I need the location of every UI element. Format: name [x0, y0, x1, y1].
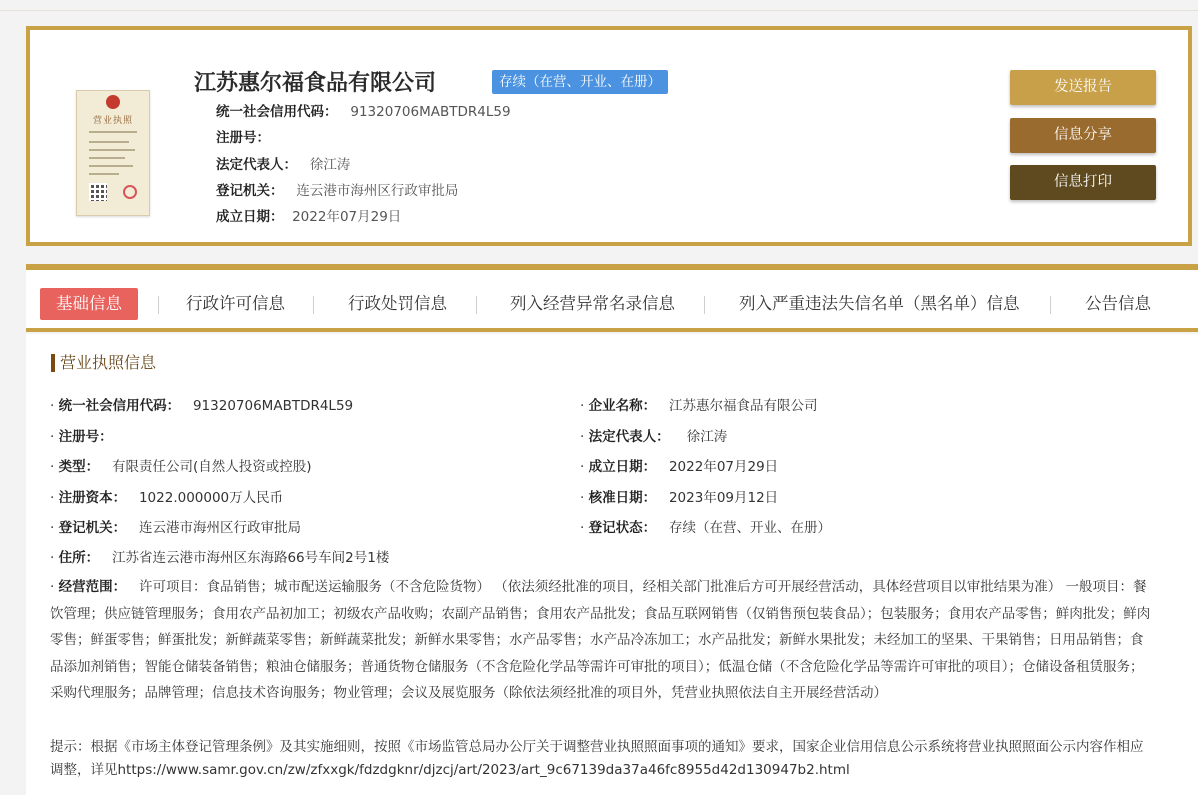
tab-admin-penalty[interactable]: 行政处罚信息: [348, 294, 447, 313]
field-type: · 类型： 有限责任公司(自然人投资或控股): [50, 459, 312, 475]
field-credit-code: · 统一社会信用代码： 91320706MABTDR4L59: [50, 398, 354, 414]
tab-admin-license[interactable]: 行政许可信息: [186, 294, 285, 313]
header-credit-code: 统一社会信用代码： 91320706MABTDR4L59: [216, 104, 511, 120]
business-scope-text: 许可项目：食品销售；城市配送运输服务（不含危险货物） （依法须经批准的项目，经相关部门批准后方可开展经营活动，具体经营项目以审批结果为准） 一般项目：餐饮管理；供应链管理服务；食用农产品初加工；初级农产品收购；农副产品销售；食用农产品批发；食品互联网销售（仅销售预包装食品）；包装服务；食用农产品零售；鲜肉批发；鲜肉零售；鲜蛋零售；鲜蛋批发；新鲜蔬菜零售；新鲜蔬菜批发；新鲜水果零售；水产品零售；水产品冷冻加工；水产品批发；新鲜水果批发；未经加工的坚果、干果销售；日用品销售；食品添加剂销售；智能仓储装备销售；粮油仓储服务；普通货物仓储服务（不含危险化学品等需许可审批的项目）；低温仓储（不含危险化学品等需许可审批的项目）；仓储设备租赁服务；采购代理服务；品牌管理；信息技术咨询服务；物业管理；会议及展览服务（除依法须经批准的项目外，凭营业执照依法自主开展经营活动）: [50, 579, 1151, 701]
seal-icon: [123, 185, 137, 199]
license-info-panel: [26, 334, 1198, 795]
tab-separator: [704, 296, 705, 314]
business-scope: · 经营范围： 许可项目：食品销售；城市配送运输服务（不含危险货物） （依法须经批准的项目，经相关部门批准后方可开展经营活动，具体经营项目以审批结果为准） 一般项目：餐饮管理；供应链管理服务；食用农产品初加工；初级农产品收购；农副产品销售；食用农产品批发；食品互联网销售（仅销售预包装食品）；包装服务；食用农产品零售；鲜肉批发；鲜肉零售；鲜蛋零售；鲜蛋批发；新鲜蔬菜零售；新鲜蔬菜批发；新鲜水果零售；水产品零售；水产品冷冻加工；水产品批发；新鲜水果批发；未经加工的坚果、干果销售；日用品销售；食品添加剂销售；智能仓储装备销售；粮油仓储服务；普通货物仓储服务（不含危险化学品等需许可审批的项目）；低温仓储（不含危险化学品等需许可审批的项目）；仓储设备租赁服务；采购代理服务；品牌管理；信息技术咨询服务；物业管理；会议及展览服务（除依法须经批准的项目外，凭营业执照依法自主开展经营活动）: [50, 579, 1151, 701]
tab-bar: [26, 264, 1198, 332]
share-info-button[interactable]: 信息分享: [1010, 118, 1156, 153]
send-report-button[interactable]: 发送报告: [1010, 70, 1156, 105]
tab-separator: [1050, 296, 1051, 314]
header-legal-rep: 法定代表人： 徐江涛: [216, 157, 351, 173]
field-reg-status: · 登记状态： 存续（在营、开业、在册）: [580, 520, 831, 536]
field-authority: · 登记机关： 连云港市海州区行政审批局: [50, 520, 301, 536]
header-founded: 成立日期： 2022年07月29日: [216, 209, 402, 225]
header-authority: 登记机关： 连云港市海州区行政审批局: [216, 183, 459, 199]
top-strip: [0, 0, 1198, 11]
tab-separator: [158, 296, 159, 314]
national-emblem-icon: [106, 95, 120, 109]
license-image-title: 营业执照: [92, 116, 133, 126]
field-legal-rep: · 法定代表人： 徐江涛: [580, 429, 728, 445]
field-capital: · 注册资本： 1022.000000万人民币: [50, 490, 284, 506]
tab-blacklist[interactable]: 列入严重违法失信名单（黑名单）信息: [739, 294, 1020, 313]
field-address: · 住所： 江苏省连云港市海州区东海路66号车间2号1楼: [50, 550, 390, 566]
tab-basic-info[interactable]: 基础信息: [40, 288, 138, 320]
company-header-card: [26, 26, 1192, 246]
tab-separator: [476, 296, 477, 314]
business-license-image: [76, 90, 150, 216]
field-approved: · 核准日期： 2023年09月12日: [580, 490, 779, 506]
tab-abnormal-list[interactable]: 列入经营异常名录信息: [510, 294, 675, 313]
field-reg-no: · 注册号：: [50, 429, 113, 445]
tab-separator: [313, 296, 314, 314]
notice-tip: 提示：根据《市场主体登记管理条例》及其实施细则，按照《市场监管总局办公厅关于调整营业执照照面事项的通知》要求，国家企业信用信息公示系统将营业执照照面公示内容作相应调整，详见https://www.samr.gov.cn/zw/zfxxgk/fdzdgknr/djzcj/art/2023/art_9c67139da37a46fc8955d42d130947b2.html: [50, 739, 1144, 778]
field-company-name: · 企业名称： 江苏惠尔福食品有限公司: [580, 398, 818, 414]
field-founded: · 成立日期： 2022年07月29日: [580, 459, 779, 475]
status-badge: 存续（在营、开业、在册）: [492, 70, 668, 94]
tab-announcements[interactable]: 公告信息: [1085, 294, 1151, 313]
company-name: 江苏惠尔福食品有限公司: [194, 71, 437, 96]
print-info-button[interactable]: 信息打印: [1010, 165, 1156, 200]
qr-code-icon: [89, 183, 107, 201]
header-reg-no: 注册号：: [216, 130, 270, 146]
section-title: 营业执照信息: [51, 354, 156, 372]
